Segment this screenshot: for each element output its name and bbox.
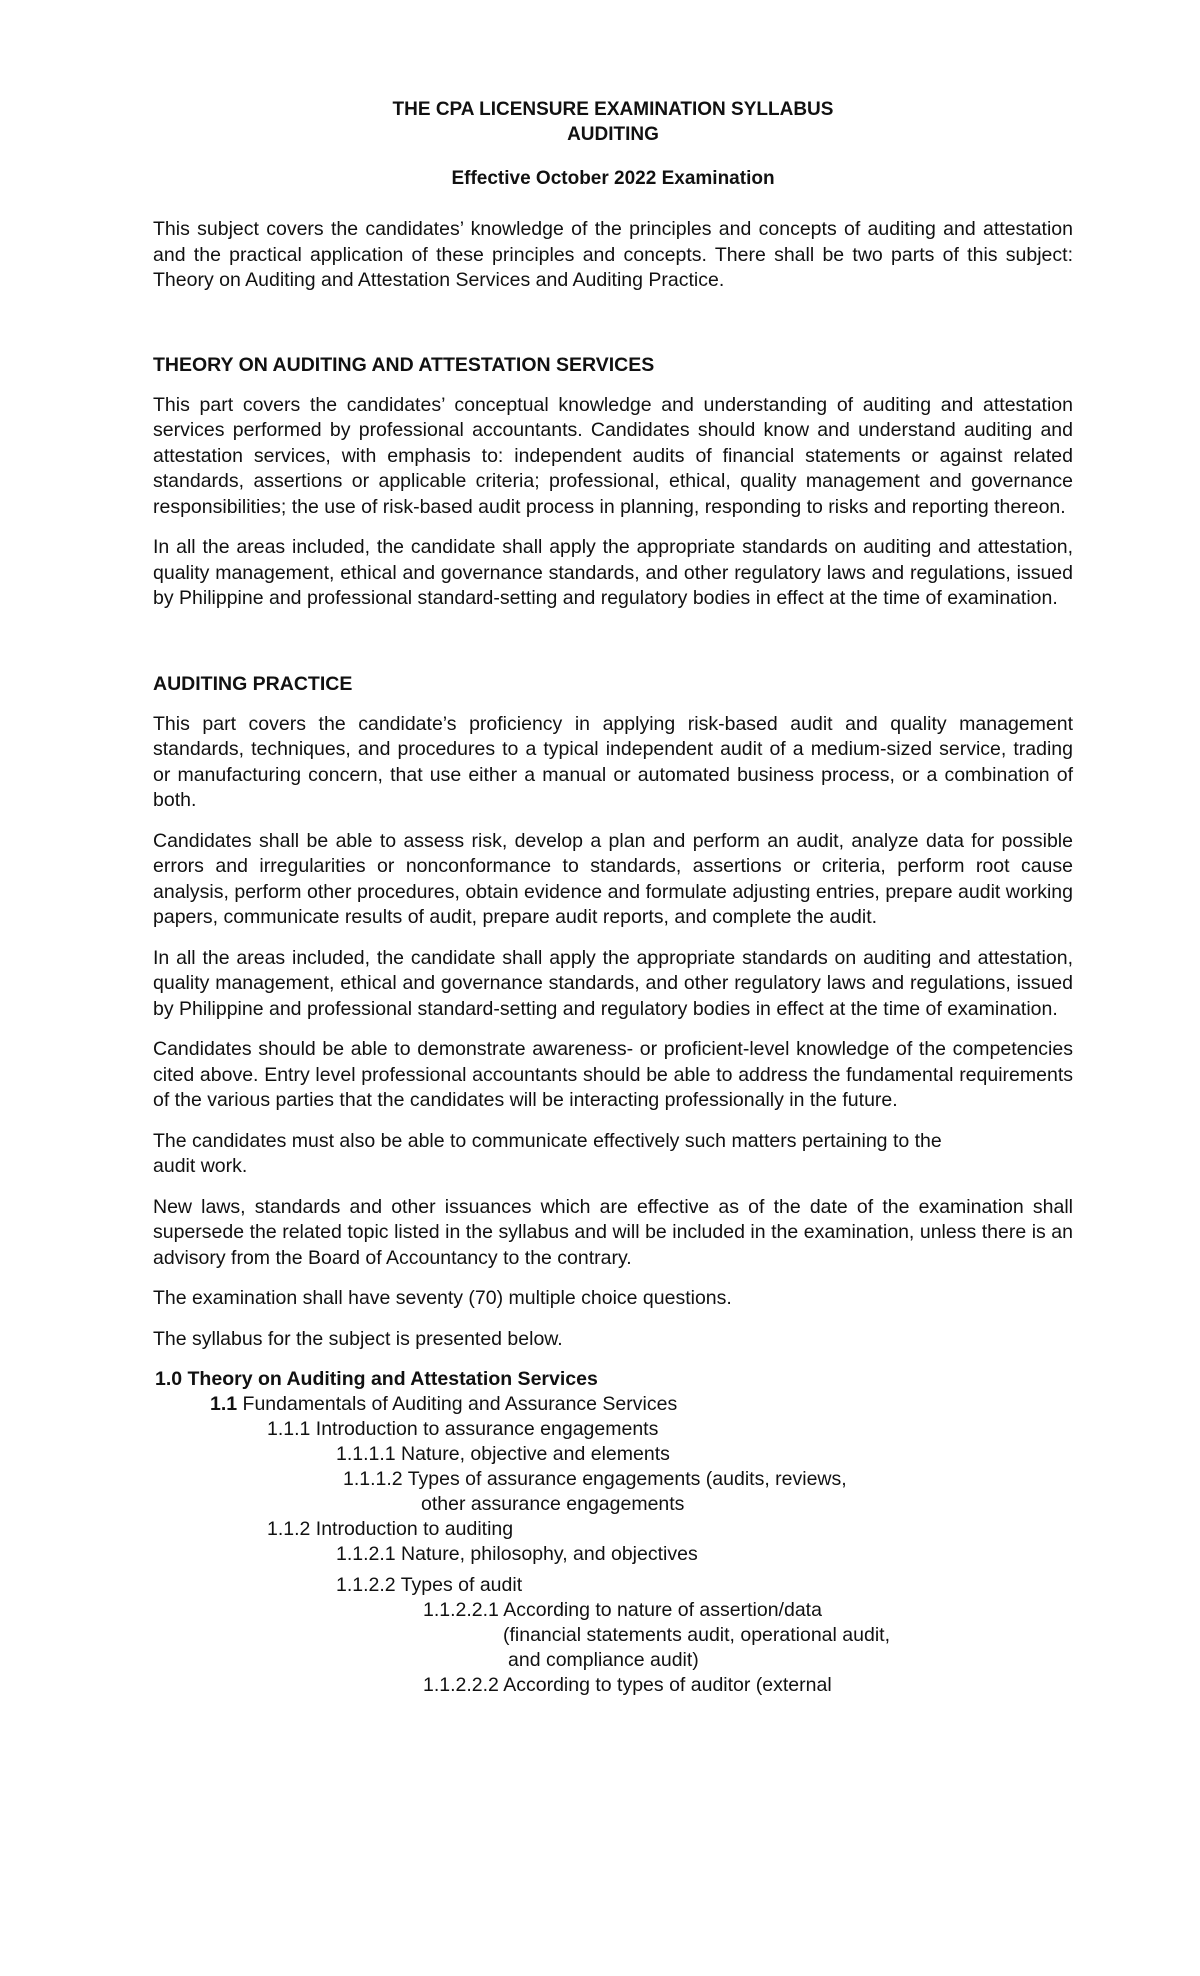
practice-paragraph-5 [153, 1129, 1073, 1180]
outline-item-1-1-2-2: 1.1.2.2 Types of audit [336, 1574, 523, 1596]
outline-item-1-1-2-1: 1.1.2.1 Nature, philosophy, and objectives [336, 1543, 698, 1565]
document-title: THE CPA LICENSURE EXAMINATION SYLLABUS [392, 99, 834, 120]
effective-date: Effective October 2022 Examination [451, 168, 775, 189]
outline-item-1-1-2: 1.1.2 Introduction to auditing [267, 1518, 514, 1540]
outline-item-1-1-1-1: 1.1.1.1 Nature, objective and elements [336, 1443, 670, 1465]
practice-paragraph-5-line-1: The candidates must also be able to communicate effectively such matters pertaining to the [153, 1129, 942, 1152]
intro-paragraph: This subject covers the candidates’ knowledge of the principles and concepts of auditing and attestation and the practical application of these principles and concepts. There shall be two parts of this subject: Theory on Auditing and Attestation Services and Auditing Practice. [153, 218, 1073, 291]
outline-item-1-0: 1.0 Theory on Auditing and Attestation Services [155, 1368, 598, 1390]
practice-paragraph-2: Candidates shall be able to assess risk, develop a plan and perform an audit, analyze data for possible errors and irregularities or nonconformance to standards, assertions or criteria, perform root cause analysis, perform other procedures, obtain evidence and formulate adjusting entries, prepare audit working papers, communicate results of audit, prepare audit reports, and complete the audit. [153, 829, 1073, 928]
outline-item-1-1-number: 1.1 [210, 1393, 238, 1415]
theory-paragraph-1: This part covers the candidates’ conceptual knowledge and understanding of auditing and attestation services performed by professional accountants. Candidates should know and understand auditing and attestation services, with emphasis to: independent audits of financial statements or against related standards, assertions or applicable criteria; professional, ethical, quality management and governance responsibilities; the use of risk-based audit process in planning, responding to risks and reporting thereon. [153, 393, 1073, 518]
practice-paragraph-8: The syllabus for the subject is presented below. [153, 1327, 563, 1350]
practice-paragraph-3: In all the areas included, the candidate shall apply the appropriate standards on auditing and attestation, quality management, ethical and governance standards, and other regulatory laws and regulations, issued by Philippine and professional standard-setting and regulatory bodies in effect at the time of examination. [153, 946, 1073, 1020]
theory-heading: THEORY ON AUDITING AND ATTESTATION SERVICES [153, 353, 655, 376]
practice-heading: AUDITING PRACTICE [153, 672, 353, 695]
practice-paragraph-5-line-2: audit work. [153, 1155, 248, 1177]
outline-item-1-1-2-2-1: 1.1.2.2.1 According to nature of assertion/data [423, 1599, 822, 1621]
practice-paragraph-6: New laws, standards and other issuances which are effective as of the date of the examination shall supersede the related topic listed in the syllabus and will be included in the examination, unless there is an advisory from the Board of Accountancy to the contrary. [153, 1195, 1073, 1269]
outline-item-1-1-2-2-1-cont-1: (financial statements audit, operational audit, [503, 1624, 890, 1646]
outline-item-1-1-1-2-cont: other assurance engagements [421, 1493, 685, 1515]
syllabus-outline [153, 1367, 1073, 1698]
practice-paragraph-7: The examination shall have seventy (70) multiple choice questions. [153, 1287, 732, 1309]
outline-item-1-1-2-2-2: 1.1.2.2.2 According to types of auditor (external [423, 1674, 832, 1696]
outline-item-1-1-2-2-1-cont-2: and compliance audit) [508, 1649, 699, 1671]
outline-item-1-1-1-2: 1.1.1.2 Types of assurance engagements (audits, reviews, [343, 1468, 847, 1490]
document-subtitle: AUDITING [567, 124, 659, 145]
outline-item-1-1-text: Fundamentals of Auditing and Assurance Services [237, 1393, 678, 1415]
outline-item-1-1-1: 1.1.1 Introduction to assurance engagements [267, 1418, 659, 1440]
practice-paragraph-1: This part covers the candidate’s proficiency in applying risk-based audit and quality management standards, techniques, and procedures to a typical independent audit of a medium-sized service, trading or manufacturing concern, that use either a manual or automated business process, or a combination of both. [153, 712, 1073, 811]
theory-paragraph-2: In all the areas included, the candidate shall apply the appropriate standards on auditing and attestation, quality management, ethical and governance standards, and other regulatory laws and regulations, issued by Philippine and professional standard-setting and regulatory bodies in effect at the time of examination. [153, 536, 1073, 609]
outline-item-1-1 [153, 1392, 1073, 1417]
practice-paragraph-4: Candidates should be able to demonstrate awareness- or proficient-level knowledge of the competencies cited above. Entry level professional accountants should be able to address the fundamental requirements of the various parties that the candidates will be interacting professionally in the future. [153, 1038, 1073, 1111]
document-content [153, 97, 1073, 1698]
